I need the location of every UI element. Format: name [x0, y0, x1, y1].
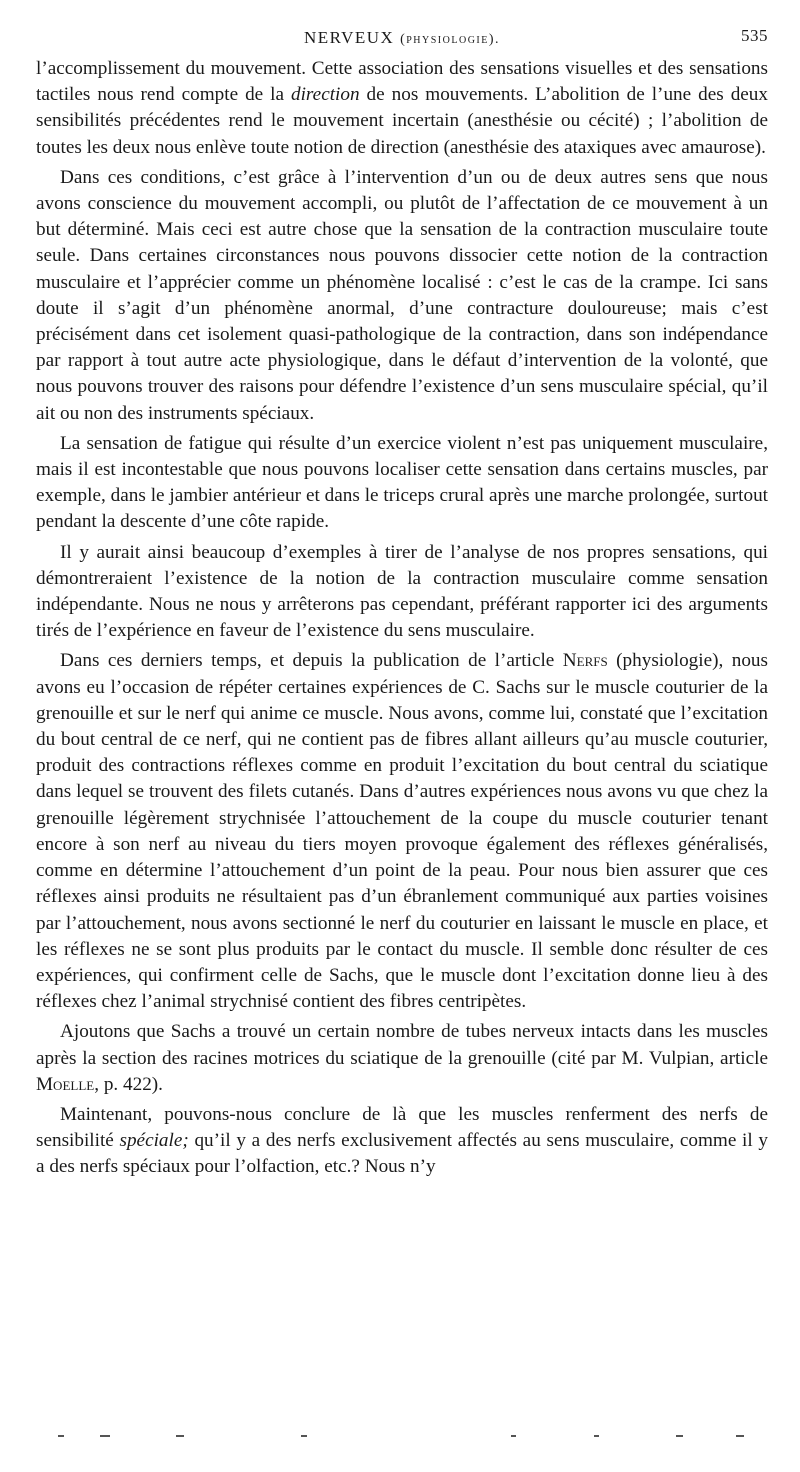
- text-run: Maintenant, pouvons-nous conclure de là que les muscles renferment des nerfs de sensibilité: [36, 1103, 768, 1152]
- book-page: [36, 22, 768, 1452]
- small-caps-text: Moelle: [36, 1073, 95, 1095]
- body-text: [36, 56, 768, 1181]
- print-speck: [58, 1435, 64, 1437]
- print-speck: [301, 1435, 307, 1437]
- paragraph: [36, 56, 768, 161]
- print-speck: [736, 1435, 744, 1437]
- paragraph: [36, 648, 768, 1015]
- small-caps-text: Nerfs: [562, 650, 608, 672]
- text-run: (physiologie), nous avons eu l’occasion de répéter certaines expériences de C. Sachs sur le muscle couturier de la grenouille et sur le nerf qui anime ce muscle. Nous avons, comme lui, constaté que l’excitation du bout central de ce nerf, qui ne contient pas de fibres allant ailleurs qu’au muscle couturier, produit des contractions réflexes comme en produit l’excitation du bout central du sciatique dans lequel se trouvent des filets cutanés. Dans d’autres expériences nous avons vu que chez la grenouille légèrement strychnisée l’attouchement de la coupe du muscle couturier tenant encore à son nerf au niveau du tiers moyen provoque également des réflexes généralisés, comme en détermine l’attouchement d’un point de la peau. Pour nous bien assurer que ces réflexes ainsi produits ne résultaient pas d’un ébranlement communiqué aux parties voisines par l’attouchement, nous avons sectionné le nerf du couturier en laissant le muscle en place, et les réflexes ne se sont plus produits par le contact du muscle. Il semble donc résulter de ces expériences, qui confirment celle de Sachs, que le muscle dont l’excitation donne lieu à des réflexes chez l’animal strychnisé contient des fibres centripètes.: [36, 650, 768, 1013]
- text-run: de nos mouvements. L’abolition de l’une des deux sensibilités précédentes rend le mouvement incertain (anesthésie ou cécité) ; l’abolition de toutes les deux nous enlève toute notion de direction (anesthésie des ataxiques avec amaurose).: [36, 84, 768, 158]
- paragraph: [36, 1019, 768, 1098]
- text-run: , p. 422).: [94, 1073, 163, 1095]
- text-run: La sensation de fatigue qui résulte d’un exercice violent n’est pas uniquement musculaire, mais il est incontestable que nous pouvons localiser cette sensation dans certains muscles, par exemple, dans le jambier antérieur et dans le triceps crural après une marche prolongée, surtout pendant la descente d’une côte rapide.: [36, 432, 768, 533]
- running-head: [36, 22, 768, 56]
- bottom-print-specks: [36, 1432, 764, 1438]
- print-speck: [511, 1435, 516, 1437]
- text-run: Dans ces derniers temps, et depuis la publication de l’article: [60, 650, 563, 672]
- print-speck: [176, 1435, 184, 1437]
- italic-text: spéciale;: [119, 1130, 189, 1152]
- paragraph: [36, 540, 768, 645]
- paragraph: [36, 431, 768, 536]
- print-speck: [676, 1435, 683, 1437]
- print-speck: [594, 1435, 599, 1437]
- text-run: qu’il y a des nerfs exclusivement affectés au sens musculaire, comme il y a des nerfs spéciaux pour l’olfaction, etc.? Nous n’y: [36, 1130, 768, 1178]
- paragraph: [36, 1102, 768, 1181]
- italic-text: direction: [291, 84, 360, 106]
- running-title-sub: (physiologie).: [400, 32, 501, 47]
- running-title: [36, 28, 768, 48]
- text-run: Ajoutons que Sachs a trouvé un certain nombre de tubes nerveux intacts dans les muscles après la section des racines motrices du sciatique de la grenouille (cité par M. Vulpian, article: [36, 1021, 768, 1069]
- text-run: Dans ces conditions, c’est grâce à l’intervention d’un ou de deux autres sens que nous avons conscience du mouvement accompli, ou plutôt de l’affectation de ce mouvement à un but déterminé. Mais ceci est autre chose que la sensation de la contraction musculaire toute seule. Dans certaines circonstances nous pouvons dissocier cette notion de la contraction musculaire et l’apprécier comme un phénomène localisé : c’est le cas de la crampe. Ici sans doute il s’agit d’un phénomène anormal, d’une contracture douloureuse; mais c’est précisément dans cet isolement quasi-pathologique de la contraction, dans son indépendance par rapport à tout autre acte physiologique, dans le défaut d’intervention de la volonté, que nous pouvons trouver des raisons pour défendre l’existence d’un sens musculaire spécial, qu’il ait ou non des instruments spéciaux.: [36, 166, 768, 424]
- running-title-main: NERVEUX: [303, 28, 395, 47]
- text-run: Il y aurait ainsi beaucoup d’exemples à tirer de l’analyse de nos propres sensations, qui démontreraient l’existence de la notion de la contraction musculaire comme sensation indépendante. Nous ne nous y arrêterons pas cependant, préférant rapporter ici des arguments tirés de l’expérience en faveur de l’existence du sens musculaire.: [36, 541, 768, 642]
- paragraph: [36, 165, 768, 427]
- print-speck: [100, 1435, 110, 1437]
- page-number: 535: [741, 26, 768, 45]
- text-run: l’accomplissement du mouvement. Cette association des sensations visuelles et des sensations tactiles nous rend compte de la: [36, 58, 768, 106]
